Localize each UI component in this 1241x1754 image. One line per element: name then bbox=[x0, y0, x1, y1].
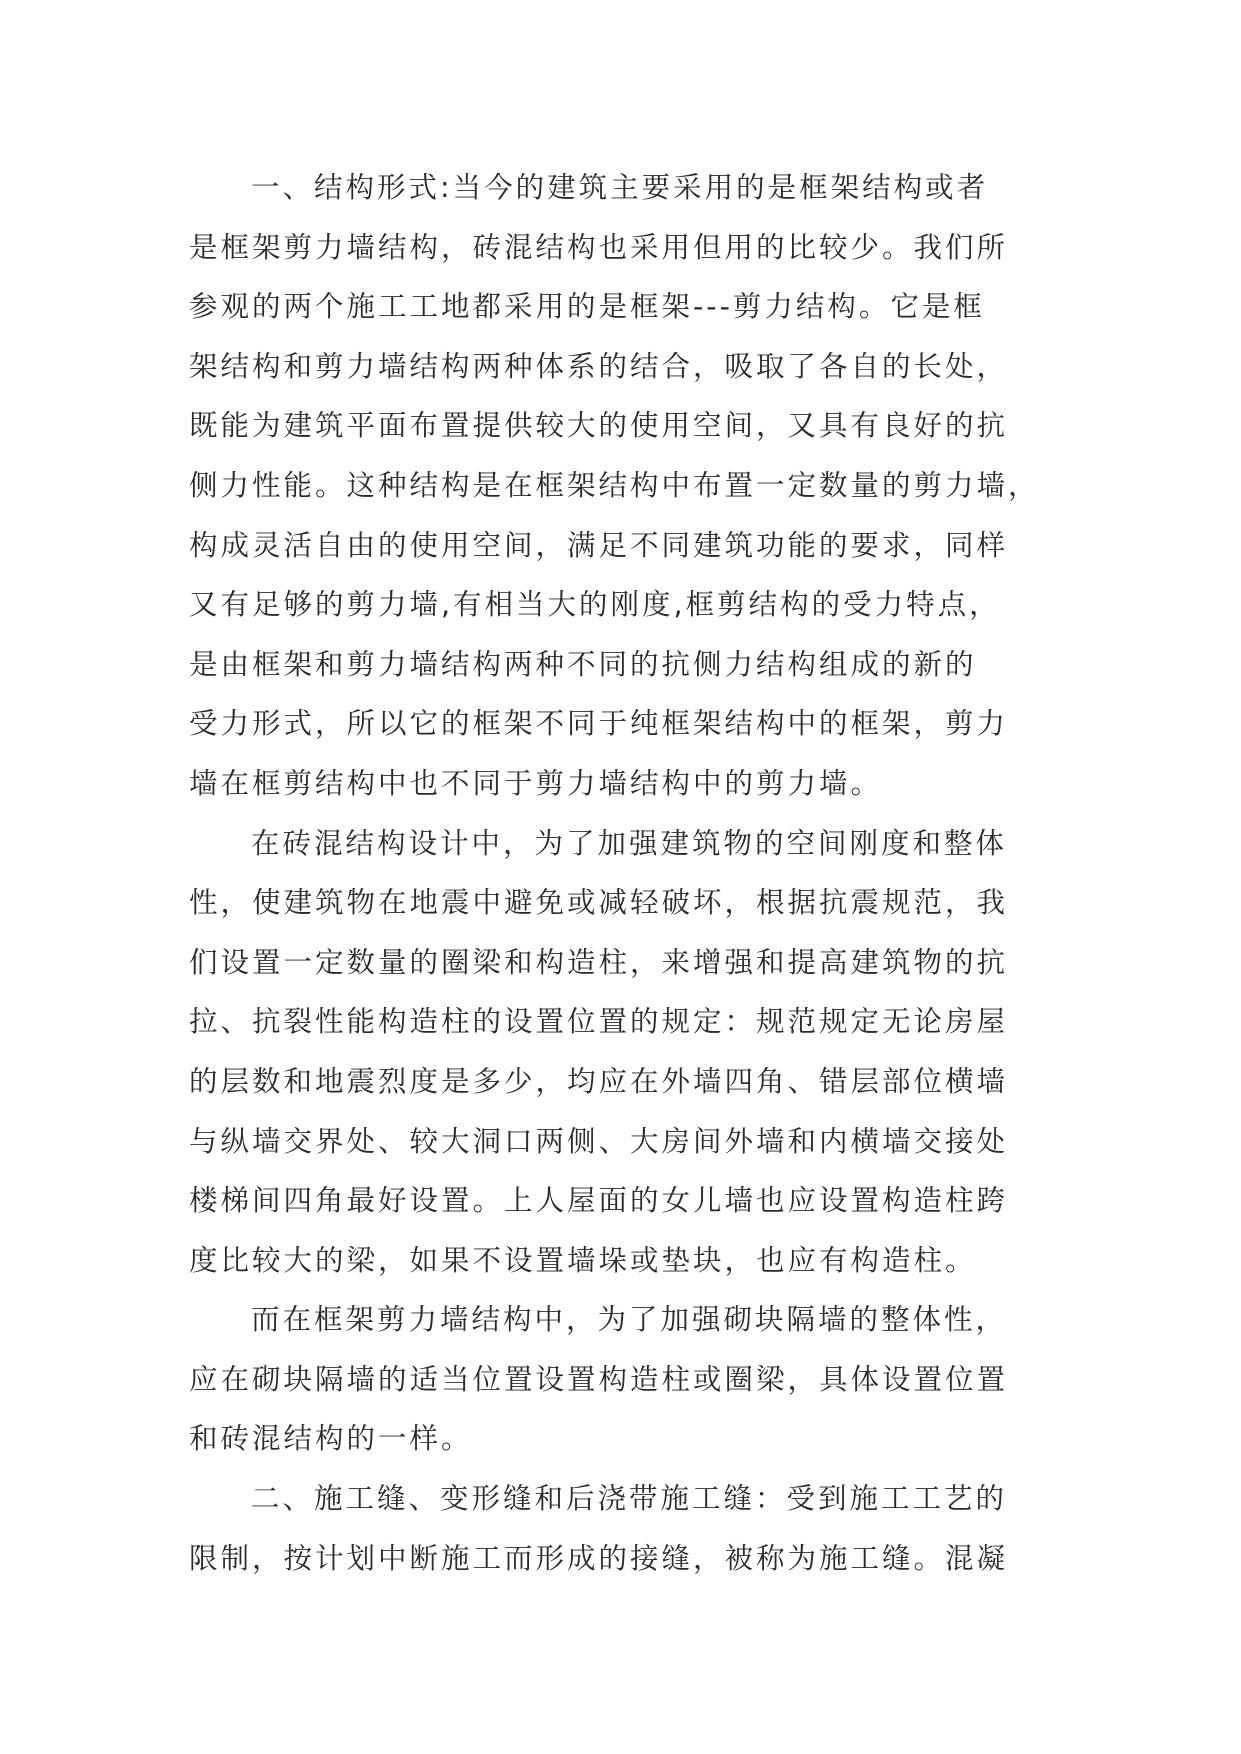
text-line: 拉、抗裂性能构造柱的设置位置的规定：规范规定无论房屋 bbox=[189, 1005, 1009, 1039]
text-line: 限制，按计划中断施工而形成的接缝，被称为施工缝。混凝 bbox=[189, 1541, 1009, 1575]
text-line: 度比较大的梁，如果不设置墙垛或垫块，也应有构造柱。 bbox=[189, 1243, 977, 1277]
text-line: 受力形式，所以它的框架不同于纯框架结构中的框架，剪力 bbox=[189, 707, 1009, 741]
text-line: 在砖混结构设计中，为了加强建筑物的空间刚度和整体 bbox=[251, 826, 1008, 860]
paragraph-structure-form bbox=[189, 158, 1051, 814]
document-body bbox=[189, 158, 1051, 1588]
text-line: 是框架剪力墙结构，砖混结构也采用但用的比较少。我们所 bbox=[189, 230, 1009, 264]
text-line: 楼梯间四角最好设置。上人屋面的女儿墙也应设置构造柱跨 bbox=[189, 1184, 1009, 1218]
text-line: 既能为建筑平面布置提供较大的使用空间，又具有良好的抗 bbox=[189, 409, 1009, 443]
paragraph-frame-shear-wall bbox=[189, 1290, 1051, 1469]
text-line: 构成灵活自由的使用空间，满足不同建筑功能的要求，同样 bbox=[189, 528, 1009, 562]
text-line: 参观的两个施工工地都采用的是框架---剪力结构。它是框 bbox=[189, 290, 985, 324]
text-line: 和砖混结构的一样。 bbox=[189, 1422, 473, 1456]
text-line: 应在砌块隔墙的适当位置设置构造柱或圈梁，具体设置位置 bbox=[189, 1362, 1009, 1396]
text-line: 与纵墙交界处、较大洞口两侧、大房间外墙和内横墙交接处 bbox=[189, 1124, 1009, 1158]
text-line: 二、施工缝、变形缝和后浇带施工缝：受到施工工艺的 bbox=[251, 1482, 1008, 1516]
text-line: 一、结构形式:当今的建筑主要采用的是框架结构或者 bbox=[251, 171, 989, 204]
text-line: 的层数和地震烈度是多少，均应在外墙四角、错层部位横墙 bbox=[189, 1064, 1009, 1098]
text-line: 架结构和剪力墙结构两种体系的结合，吸取了各自的长处， bbox=[189, 349, 1009, 383]
text-line: 墙在框剪结构中也不同于剪力墙结构中的剪力墙。 bbox=[189, 766, 883, 800]
text-line: 而在框架剪力墙结构中，为了加强砌块隔墙的整体性， bbox=[251, 1303, 1008, 1337]
text-line: 又有足够的剪力墙,有相当大的刚度,框剪结构的受力特点， bbox=[189, 588, 1001, 622]
paragraph-brick-concrete bbox=[189, 814, 1051, 1291]
paragraph-construction-joints bbox=[189, 1469, 1051, 1588]
text-line: 侧力性能。这种结构是在框架结构中布置一定数量的剪力墙， bbox=[189, 468, 1040, 502]
text-line: 是由框架和剪力墙结构两种不同的抗侧力结构组成的新的 bbox=[189, 647, 977, 681]
text-line: 们设置一定数量的圈梁和构造柱，来增强和提高建筑物的抗 bbox=[189, 945, 1009, 979]
text-line: 性，使建筑物在地震中避免或减轻破坏，根据抗震规范，我 bbox=[189, 886, 1009, 920]
